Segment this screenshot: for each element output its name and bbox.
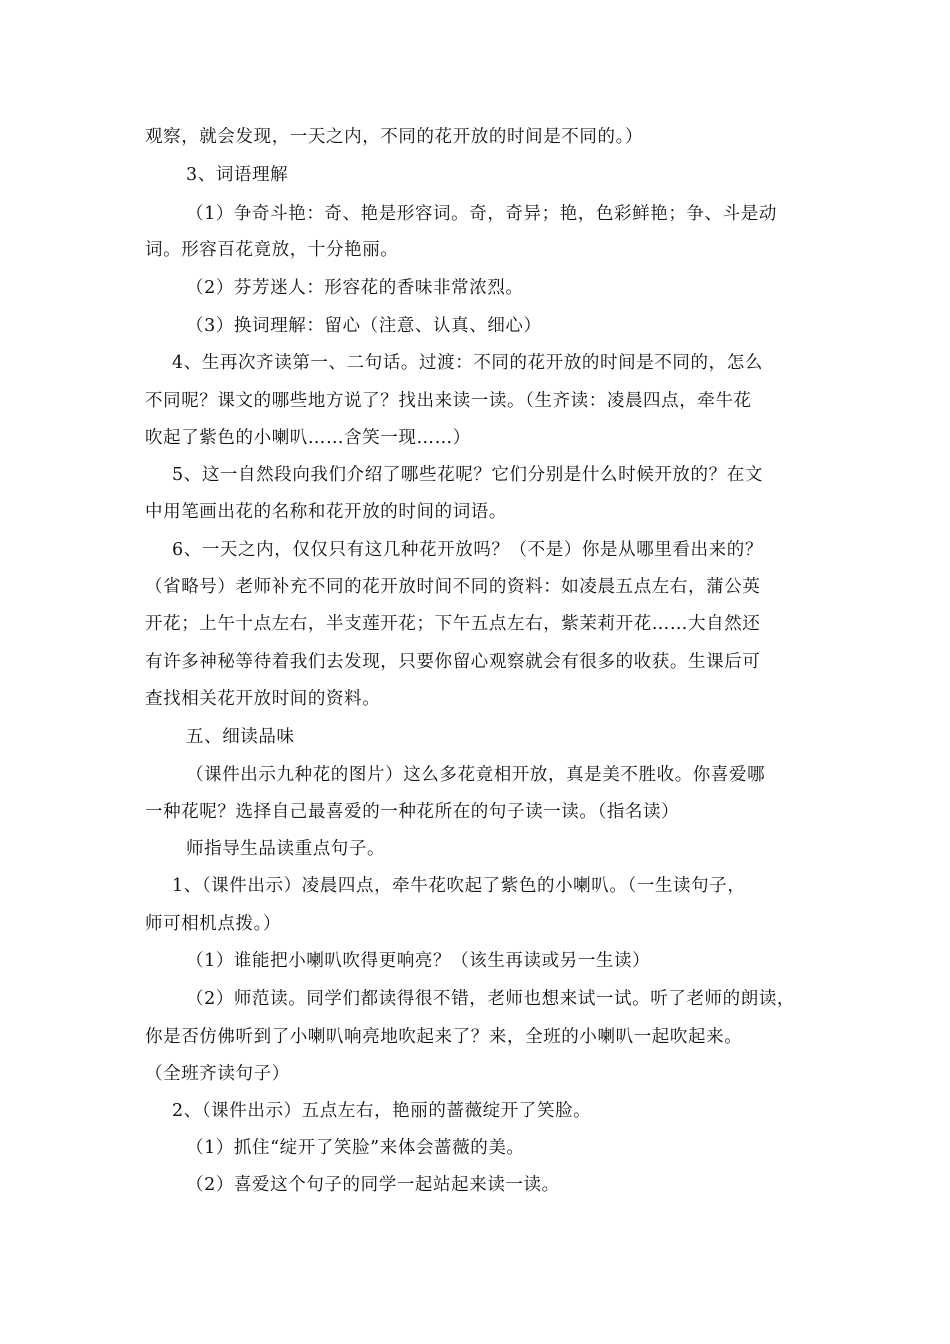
text-line: 6、一天之内，仅仅只有这几种花开放吗？（不是）你是从哪里看出来的？ [172,540,763,560]
text-line: （2）芬芳迷人：形容花的香味非常浓烈。 [186,278,524,298]
text-line: 2、（课件出示）五点左右，艳丽的蔷薇绽开了笑脸。 [172,1101,592,1121]
section-heading: 3、词语理解 [186,165,289,185]
text-line: 4、生再次齐读第一、二句话。过渡：不同的花开放的时间是不同的，怎么 [172,353,763,373]
text-line: （1）谁能把小喇叭吹得更响亮？（该生再读或另一生读） [186,951,651,971]
text-line: 5、这一自然段向我们介绍了哪些花呢？它们分别是什么时候开放的？在文 [172,465,763,485]
section-heading: 五、细读品味 [186,727,295,747]
text-line: 词。形容百花竟放，十分艳丽。 [145,240,399,260]
text-line: 师指导生品读重点句子。 [186,839,386,859]
text-line: 查找相关花开放时间的资料。 [145,689,381,709]
text-line: 1、（课件出示）凌晨四点，牵牛花吹起了紫色的小喇叭。（一生读句子， [172,876,746,896]
text-line: 师可相机点拨。） [145,914,282,934]
text-line: （2）师范读。同学们都读得很不错，老师也想来试一试。听了老师的朗读， [186,989,796,1009]
text-line: （1）抓住“绽开了笑脸”来体会蔷薇的美。 [186,1138,525,1158]
text-line: （全班齐读句子） [145,1064,290,1084]
text-line: 不同呢？课文的哪些地方说了？找出来读一读。（生齐读：凌晨四点，牵牛花 [145,391,752,411]
text-line: （省略号）老师补充不同的花开放时间不同的资料：如凌晨五点左右，蒲公英 [145,577,761,597]
text-line: 一种花呢？选择自己最喜爱的一种花所在的句子读一读。（指名读） [145,802,680,822]
text-line: 开花；上午十点左右，半支莲开花；下午五点左右，紫茉莉开花……大自然还 [145,614,761,634]
text-line: 吹起了紫色的小喇叭……含笑一现……） [145,428,471,448]
text-line: 中用笔画出花的名称和花开放的时间的词语。 [145,502,507,522]
text-line: （2）喜爱这个句子的同学一起站起来读一读。 [186,1175,560,1195]
text-line: （课件出示九种花的图片）这么多花竟相开放，真是美不胜收。你喜爱哪 [186,765,766,785]
text-line: 你是否仿佛听到了小喇叭响亮地吹起来了？来，全班的小喇叭一起吹起来。 [145,1027,743,1047]
text-line: （3）换词理解：留心（注意、认真、细心） [186,316,542,336]
text-line: （1）争奇斗艳：奇、艳是形容词。奇，奇异；艳，色彩鲜艳；争、斗是动 [186,204,777,224]
text-line: 有许多神秘等待着我们去发现，只要你留心观察就会有很多的收获。生课后可 [145,652,761,672]
text-line: 观察，就会发现，一天之内，不同的花开放的时间是不同的。） [145,127,644,147]
